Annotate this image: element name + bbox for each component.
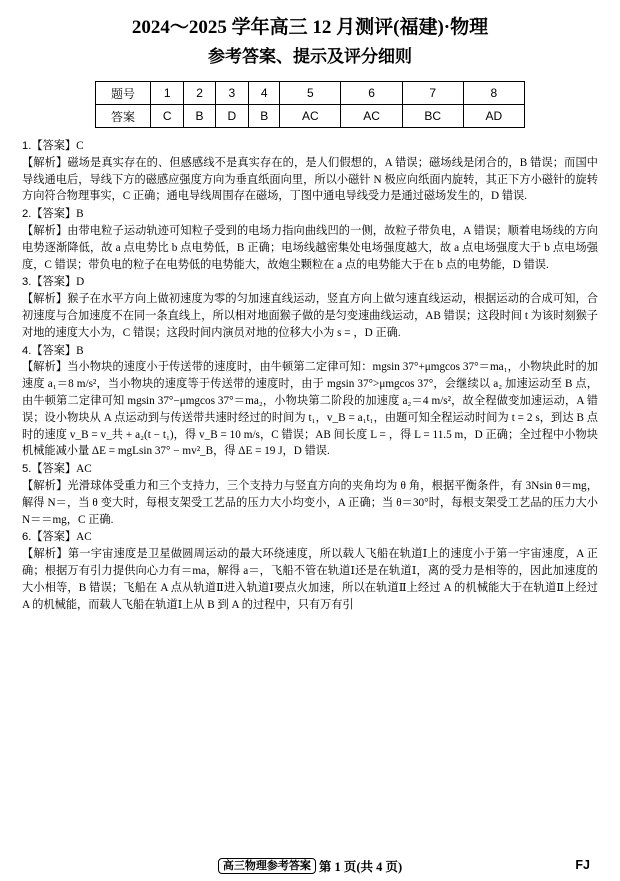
answer-label: 【答案】 bbox=[31, 276, 77, 289]
answer-table-container bbox=[95, 81, 525, 128]
explanation-item-4 bbox=[22, 343, 598, 461]
explanation-text bbox=[22, 359, 598, 460]
item-number: 3. bbox=[22, 276, 32, 289]
answer-cell: AC bbox=[280, 105, 341, 128]
answer-label: 【答案】 bbox=[31, 463, 77, 476]
page-footer bbox=[0, 857, 620, 875]
explanation-item-6 bbox=[22, 529, 598, 613]
item-number: 5. bbox=[22, 463, 32, 476]
answer-cell: C bbox=[151, 105, 184, 128]
explanation-text bbox=[22, 223, 598, 273]
footer-inner bbox=[30, 857, 590, 875]
question-number-cell: 5 bbox=[280, 82, 341, 105]
explanation-text bbox=[22, 478, 598, 528]
explain-body: 猴子在水平方向上做初速度为零的匀加速直线运动，竖直方向上做匀速直线运动，根据运动的合成可知，合初速度与合加速度不在同一条直线上，所以相对地面猴子做的是匀变速曲线运动，AB 错误；这段时间 t 为该时刻猴子对地的速度大小为，C 错误；这段时间内演员对地的位移大小为 s = ，D 正确. bbox=[22, 293, 598, 339]
explain-label: 【解析】 bbox=[22, 361, 68, 374]
footer-page-number: 第 1 页(共 4 页) bbox=[318, 860, 403, 874]
question-number-cell: 3 bbox=[215, 82, 248, 105]
answer-cell: D bbox=[215, 105, 248, 128]
question-number-cell: 2 bbox=[184, 82, 215, 105]
answer-table bbox=[95, 81, 525, 128]
question-number-cell: 7 bbox=[402, 82, 463, 105]
explain-label: 【解析】 bbox=[22, 293, 68, 306]
explain-body: 第一宇宙速度是卫星做圆周运动的最大环绕速度，所以载人飞船在轨道Ⅰ上的速度小于第一宇宙速度，A 正确；根据万有引力提供向心力有＝ma，解得 a＝，飞船不管在轨道Ⅰ还是在轨道Ⅰ，离的受力是相等的，因此加速度的大小相等，B 错误；飞船在 A 点从轨道Ⅱ进入轨道Ⅰ要点火加速，所以在轨道Ⅱ上经过 A 的机械能大于在轨道Ⅱ上经过 A 的机械能，而载人飞船在轨道Ⅰ上从 B 到 A 的过程中，只有万有引 bbox=[22, 548, 598, 611]
answer-cell: BC bbox=[402, 105, 463, 128]
explain-label: 【解析】 bbox=[22, 548, 68, 561]
explanation-text bbox=[22, 155, 598, 205]
explain-label: 【解析】 bbox=[22, 224, 68, 237]
answer-cell: AC bbox=[341, 105, 402, 128]
row-header-question: 题号 bbox=[96, 82, 151, 105]
item-number: 2. bbox=[22, 208, 32, 221]
table-row-question-numbers bbox=[96, 82, 525, 105]
explanation-item-2 bbox=[22, 206, 598, 273]
table-row-answers bbox=[96, 105, 525, 128]
item-number: 4. bbox=[22, 344, 32, 357]
answer-line bbox=[22, 529, 598, 546]
question-number-cell: 6 bbox=[341, 82, 402, 105]
footer-region-code: FJ bbox=[575, 858, 590, 872]
answer-label: 【答案】 bbox=[31, 140, 77, 152]
answer-line bbox=[22, 461, 598, 478]
item-number: 1. bbox=[22, 140, 32, 152]
answer-label: 【答案】 bbox=[31, 208, 77, 221]
answer-label: 【答案】 bbox=[31, 344, 77, 357]
explanation-text bbox=[22, 546, 598, 613]
answer-value: D bbox=[76, 276, 85, 289]
item-number: 6. bbox=[22, 531, 32, 544]
explanation-item-3 bbox=[22, 274, 598, 341]
answer-line bbox=[22, 206, 598, 223]
explain-label: 【解析】 bbox=[22, 156, 68, 169]
answer-value: C bbox=[76, 140, 84, 152]
answer-cell: B bbox=[184, 105, 215, 128]
answer-cell: AD bbox=[463, 105, 524, 128]
page-title: 2024～2025 学年高三 12 月测评(福建)·物理 bbox=[131, 17, 489, 38]
explain-body: 光滑球体受重力和三个支持力，三个支持力与竖直方向的夹角均为 θ 角，根据平衡条件，有 3Nsin θ＝mg，解得 N＝，当 θ 变大时，每根支架受工艺品的压力大小均变小，A 正确；当 θ＝30°时，每根支架受工艺品的压力大小 N＝＝mg，C 正确. bbox=[22, 479, 598, 526]
explain-body: 当小物块的速度小于传送带的速度时，由牛顿第二定律可知：mgsin 37°+μmgcos 37°＝ma₁，小物块此时的加速度 a₁＝8 m/s²，当小物块的速度等于传送带的速度时，由于 mgsin 37°>μmgcos 37°，会继续以 a₂ 加速运动至 B 点，由牛顿第二定律可知 mgsin 37°−μmgcos 37°＝ma₂，小物块第二阶段的加速度 a₂＝4 m/s²，故全程做变加速运动，A 错误；设小物块从 A 点运动到与传送带共速时经过的时间为 t₁，v_B = a₁t₁，由题可知全程运动时间为 t = 2 s，到达 B 点时的速度 v_B = v_共 + a₂(t − t₁)，得 v_B = 10 m/s，C 错误；AB 间长度 L = ，得 L = 11.5 m，D 正确；全过程中小物块机械能减小量 ΔE = mgLsin 37° − mv²_B，得 ΔE = 19 J，D 错误. bbox=[22, 361, 598, 458]
answer-value: B bbox=[76, 344, 84, 357]
answer-line bbox=[22, 343, 598, 360]
answer-cell: B bbox=[249, 105, 280, 128]
answer-line bbox=[22, 274, 598, 291]
page-subtitle: 参考答案、提示及评分细则 bbox=[208, 46, 412, 66]
answer-value: AC bbox=[76, 531, 92, 544]
explain-body: 由带电粒子运动轨迹可知粒子受到的电场力指向曲线凹的一侧，故粒子带负电，A 错误；顺着电场线的方向电势逐渐降低，故 a 点电势比 b 点电势低，B 正确；电场线越密集处电场强度越大，故 a 点电场强度大于 b 点电场强度，C 错误；带负电的粒子在电势低的电势能大，故炮尘颗粒在 a 点的电势能大于在 b 点的电势能，D 错误. bbox=[22, 224, 598, 271]
explain-body: 磁场是真实存在的、但感感线不是真实存在的，是人们假想的，A 错误；磁场线是闭合的，B 错误；而国中导线通电后，导线下方的磁感应强度方向为垂直纸面向里，所以小磁针 N 极应向纸面内旋转，其正下方小磁针的旋转方向符合物理事实，C 正确；通电导线周围存在磁场，丁图中通电导线受力是通过磁场发生的，D 错误. bbox=[22, 156, 598, 203]
answer-line bbox=[22, 138, 598, 155]
explanation-item-5 bbox=[22, 461, 598, 528]
answer-label: 【答案】 bbox=[31, 531, 77, 544]
footer-badge: 高三物理参考答案 bbox=[218, 858, 316, 874]
row-header-answer: 答案 bbox=[96, 105, 151, 128]
explanation-text bbox=[22, 291, 598, 341]
question-number-cell: 4 bbox=[249, 82, 280, 105]
question-number-cell: 1 bbox=[151, 82, 184, 105]
explanation-item-1 bbox=[22, 138, 598, 205]
answer-value: AC bbox=[76, 463, 92, 476]
explain-label: 【解析】 bbox=[22, 479, 68, 492]
answer-value: B bbox=[76, 208, 84, 221]
question-number-cell: 8 bbox=[463, 82, 524, 105]
explanations-body bbox=[22, 138, 598, 613]
